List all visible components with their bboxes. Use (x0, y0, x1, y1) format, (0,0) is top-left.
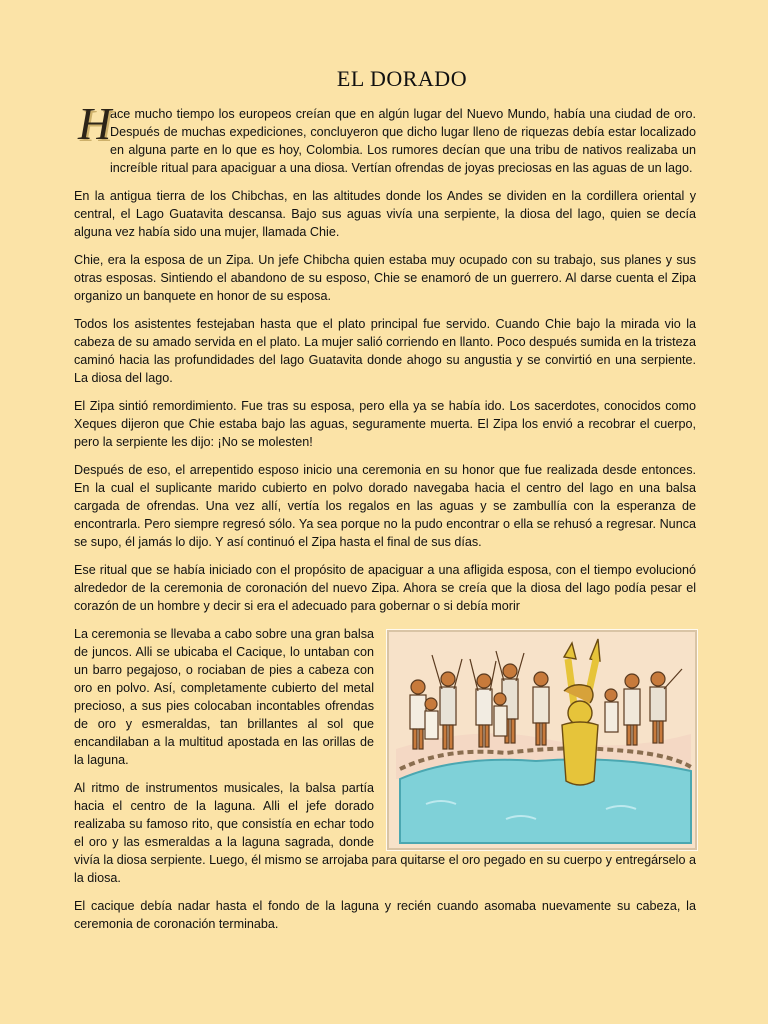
paragraph-5: El Zipa sintió remordimiento. Fue tras su esposa, pero ella ya se había ido. Los sacerdotes, conocidos como Xeques dijeron que Chie estaba bajo las aguas, seguramente muerta. El Zipa los envió a recobrar el cuerpo, pero la serpiente les dijo: ¡No se molesten! (74, 399, 696, 449)
ceremony-illustration (386, 629, 698, 851)
page-title: EL DORADO (336, 66, 468, 91)
paragraph-3: Chie, era la esposa de un Zipa. Un jefe Chibcha quien estaba muy ocupado con su trabajo, sus planes y sus otras esposas. Sintiendo el abandono de su esposo, Chie se enamoró de un guerrero. Al darse cuenta el Zipa organizo un banquete en honor de su esposa. (74, 253, 696, 303)
paragraph-2: En la antigua tierra de los Chibchas, en las altitudes donde los Andes se dividen en la cordillera oriental y central, el Lago Guatavita descansa. Bajo sus aguas vivía una serpiente, la diosa del lago, quien se decía alguna vez había sido una mujer, llamada Chie. (74, 189, 696, 239)
drop-cap: H (78, 98, 112, 149)
paragraph-10: El cacique debía nadar hasta el fondo de la laguna y recién cuando asomaba nuevamente su cabeza, la ceremonia de coronación terminaba. (74, 899, 696, 931)
paragraph-4: Todos los asistentes festejaban hasta que el plato principal fue servido. Cuando Chie bajo la mirada vio la cabeza de su amado servida en el plato. La mujer salió corriendo en llanto. Poco después sumida en la tristeza caminó hacia las profundidades del lago Guatavita donde ahogo su angustia y se convirtió en una serpiente. La diosa del lago. (74, 317, 696, 385)
lower-section (74, 625, 696, 933)
paragraph-1 (74, 98, 696, 177)
paragraph-9: Al ritmo de instrumentos musicales, la balsa partía hacia el centro de la laguna. Alli el jefe dorado realizaba su famoso rito, que consistía en echar todo el oro y las esmeraldas a la laguna sagrada, donde vivía la diosa serpiente. Luego, él mismo se arrojaba para quitarse el oro pegado en su cuerpo y entregárselo a la diosa. (74, 781, 696, 885)
paragraph-7: Ese ritual que se había iniciado con el propósito de apaciguar a una afligida esposa, con el tiempo evolucionó alrededor de la ceremonia de coronación del nuevo Zipa. Ahora se creía que la diosa del lago podía pesar el corazón de un hombre y decir si era el adecuado para gobernar o si debía morir (74, 563, 696, 613)
paragraph-6: Después de eso, el arrepentido esposo inicio una ceremonia en su honor que fue realizada desde entonces. En la cual el suplicante marido cubierto en polvo dorado navegaba hacia el centro del lago en una balsa cargada de ofrendas. Una vez allí, vertía los regalos en las aguas y se zambullía con la esperanza de encontrarla. Pero siempre regresó sólo. Ya sea porque no la pudo encontrar o ella se rehusó a regresar. Nunca se supo, él jamás lo dijo. Y así continuó el Zipa hasta el final de sus días. (74, 463, 696, 549)
paragraph-8: La ceremonia se llevaba a cabo sobre una gran balsa de juncos. Alli se ubicaba el Cacique, lo untaban con un barro pegajoso, o rociaban de pies a cabeza con oro en polvo. Así, completamente cubierto del metal precioso, a sus pies colocaban incontables ofrendas de oro y esmeraldas, tan brillantes al sol que encandilaban a la multitud apostada en las orillas de la laguna. (74, 627, 374, 767)
paragraph-1-text: ace mucho tiempo los europeos creían que en algún lugar del Nuevo Mundo, había una ciudad de oro. Después de muchas expediciones, concluyeron que dicho lugar lleno de riquezas debía estar localizado en alguna parte en lo que es hoy, Colombia. Los rumores decían que una tribu de nativos realizaba un increíble ritual para apaciguar a una diosa. Vertían ofrendas de joyas preciosas en las aguas de un lago. (110, 107, 696, 175)
article-body (74, 98, 696, 943)
